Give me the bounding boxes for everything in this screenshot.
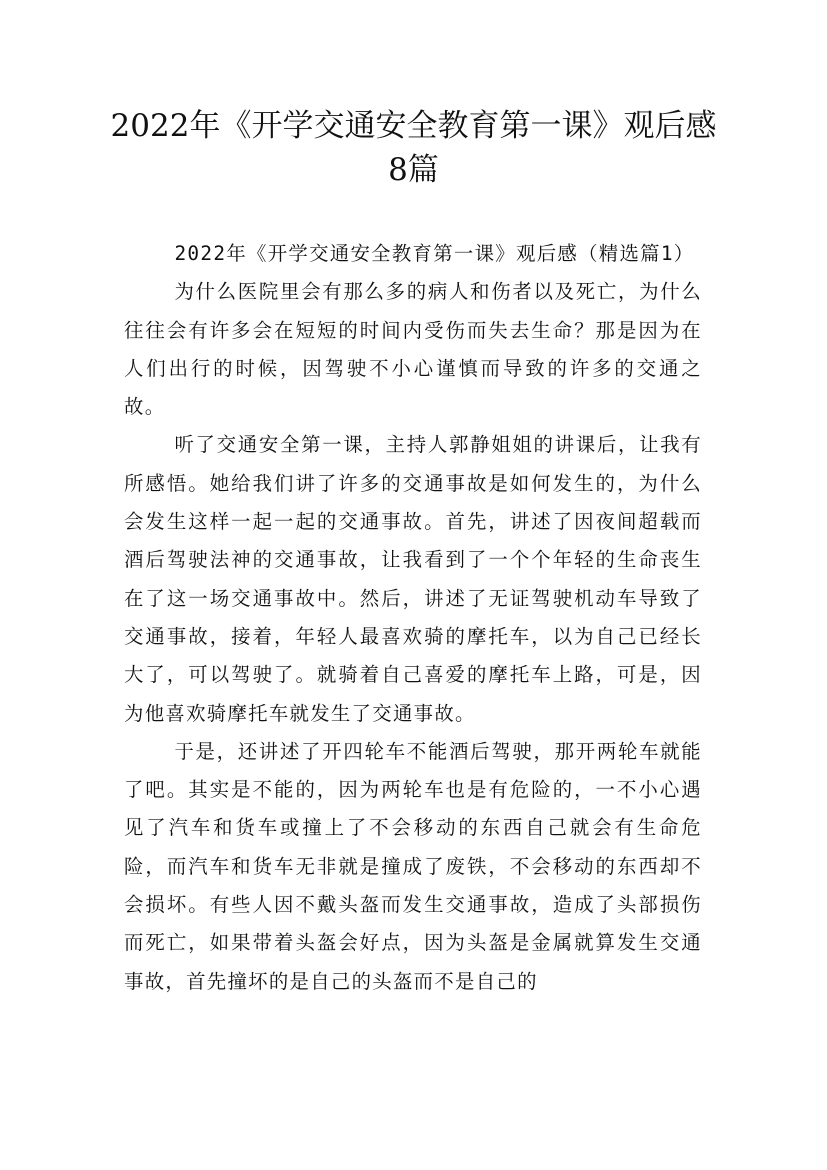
document-title-line-2: 8篇 — [388, 152, 439, 188]
section-heading-paragraph: 2022年《开学交通安全教育第一课》观后感（精选篇1） — [174, 242, 695, 265]
body-paragraph: 听了交通安全第一课，主持人郭静姐姐的讲课后，让我有所感悟。她给我们讲了许多的交通事故是如何发生的，为什么会发生这样一起一起的交通事故。首先，讲述了因夜间超载而酒后驾驶法神的交通事故，让我看到了一个个年轻的生命丧生在了这一场交通事故中。然后，讲述了无证驾驶机动车导致了交通事故，接着，年轻人最喜欢骑的摩托车，以为自己已经长大了，可以驾驶了。就骑着自己喜爱的摩托车上路，可是，因为他喜欢骑摩托车就发生了交通事故。 — [124, 433, 702, 725]
body-paragraph: 为什么医院里会有那么多的病人和伤者以及死亡，为什么往往会有许多会在短短的时间内受伤而失去生命？那是因为在人们出行的时候，因驾驶不小心谨慎而导致的许多的交通之故。 — [124, 280, 702, 419]
document-body — [124, 235, 702, 1001]
body-paragraph: 于是，还讲述了开四轮车不能酒后驾驶，那开两轮车就能了吧。其实是不能的，因为两轮车也是有危险的，一不小心遇见了汽车和货车或撞上了不会移动的东西自己就会有生命危险，而汽车和货车无非就是撞成了废铁，不会移动的东西却不会损坏。有些人因不戴头盔而发生交通事故，造成了头部损伤而死亡，如果带着头盔会好点，因为头盔是金属就算发生交通事故，首先撞坏的是自己的头盔而不是自己的 — [124, 739, 702, 993]
document-title-line-1: 2022年《开学交通安全教育第一课》观后感 — [110, 108, 717, 144]
